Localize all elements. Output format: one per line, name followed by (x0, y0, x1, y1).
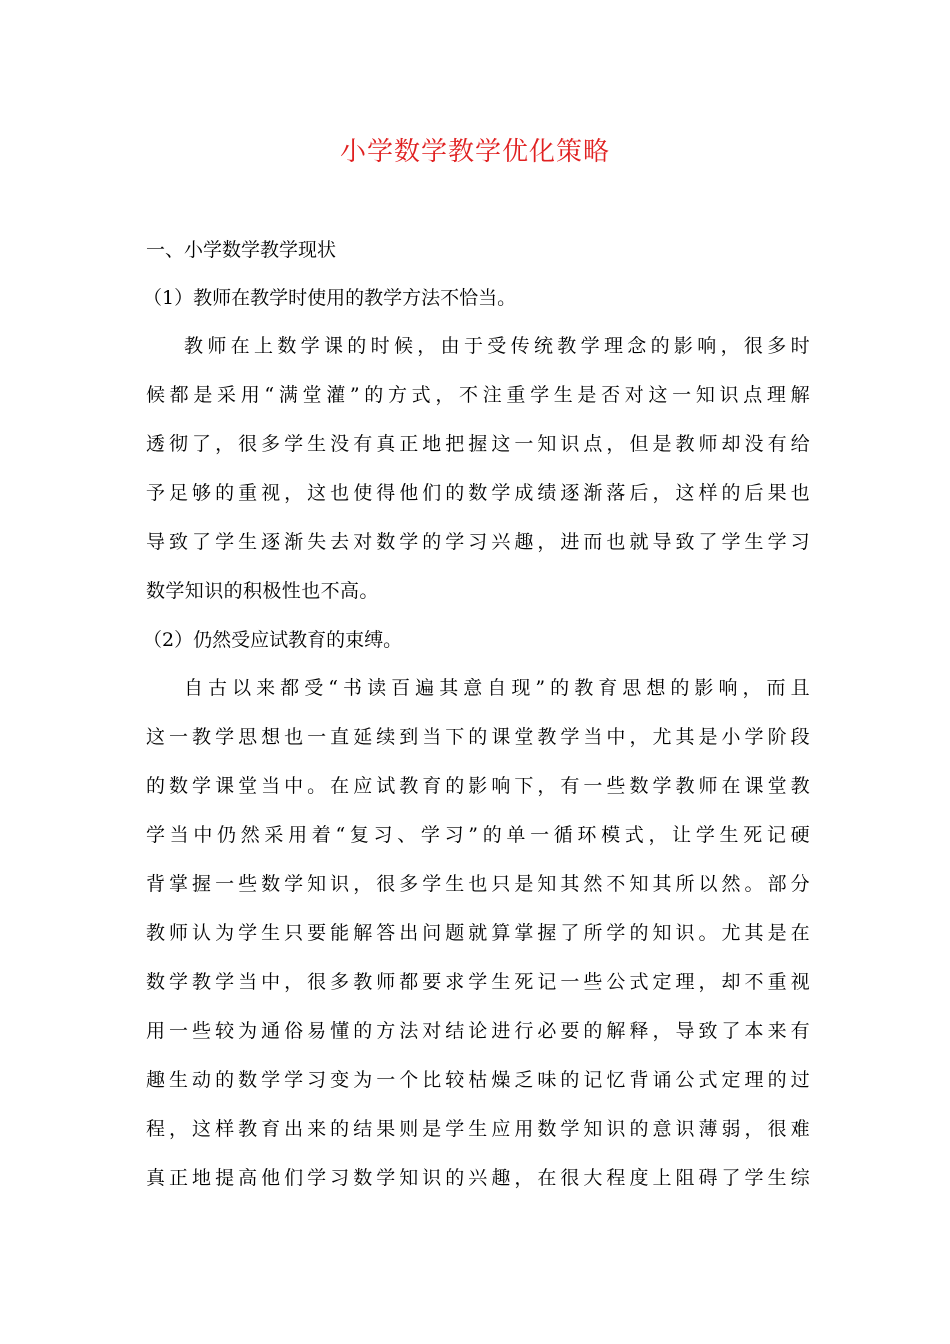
subsection-heading-2: （2）仍然受应试教育的束缚。 (143, 629, 403, 651)
document-body (143, 226, 810, 1203)
paragraph-1-line: 候都是采用“满堂灌”的方式，不注重学生是否对这一知识点理解 (146, 384, 810, 406)
paragraph-2-line: 背掌握一些数学知识，很多学生也只是知其然不知其所以然。部分 (146, 873, 810, 895)
paragraph-2-line: 用一些较为通俗易懂的方法对结论进行必要的解释，导致了本来有 (146, 1020, 810, 1042)
paragraph-2-line: 学当中仍然采用着“复习、学习”的单一循环模式，让学生死记硬 (146, 824, 810, 846)
paragraph-2-line: 真正地提高他们学习数学知识的兴趣，在很大程度上阻碍了学生综 (146, 1167, 810, 1189)
document-title: 小学数学教学优化策略 (339, 137, 610, 167)
subsection-heading-1: （1）教师在教学时使用的教学方法不恰当。 (143, 287, 517, 309)
paragraph-2-line: 教师认为学生只要能解答出问题就算掌握了所学的知识。尤其是在 (146, 922, 810, 944)
paragraph-1-line: 导致了学生逐渐失去对数学的学习兴趣，进而也就导致了学生学习 (146, 531, 810, 553)
paragraph-2-line: 的数学课堂当中。在应试教育的影响下，有一些数学教师在课堂教 (146, 775, 810, 797)
section-heading-1: 一、小学数学教学现状 (146, 239, 337, 261)
paragraph-1 (146, 322, 810, 616)
paragraph-1-line: 教师在上数学课的时候，由于受传统教学理念的影响，很多时 (184, 335, 810, 357)
paragraph-2-line: 数学教学当中，很多教师都要求学生死记一些公式定理，却不重视 (146, 971, 810, 993)
paragraph-1-line: 透彻了，很多学生没有真正地把握这一知识点，但是教师却没有给 (146, 433, 810, 455)
paragraph-2-line: 这一教学思想也一直延续到当下的课堂教学当中，尤其是小学阶段 (146, 726, 810, 748)
paragraph-2-line: 自古以来都受“书读百遍其意自现”的教育思想的影响，而且 (184, 677, 810, 699)
paragraph-1-line: 数学知识的积极性也不高。 (146, 580, 379, 602)
paragraph-2 (146, 664, 810, 1203)
paragraph-2-line: 趣生动的数学学习变为一个比较枯燥乏味的记忆背诵公式定理的过 (146, 1069, 810, 1091)
paragraph-1-line: 予足够的重视，这也使得他们的数学成绩逐渐落后，这样的后果也 (146, 482, 810, 504)
paragraph-2-line: 程，这样教育出来的结果则是学生应用数学知识的意识薄弱，很难 (146, 1118, 810, 1140)
